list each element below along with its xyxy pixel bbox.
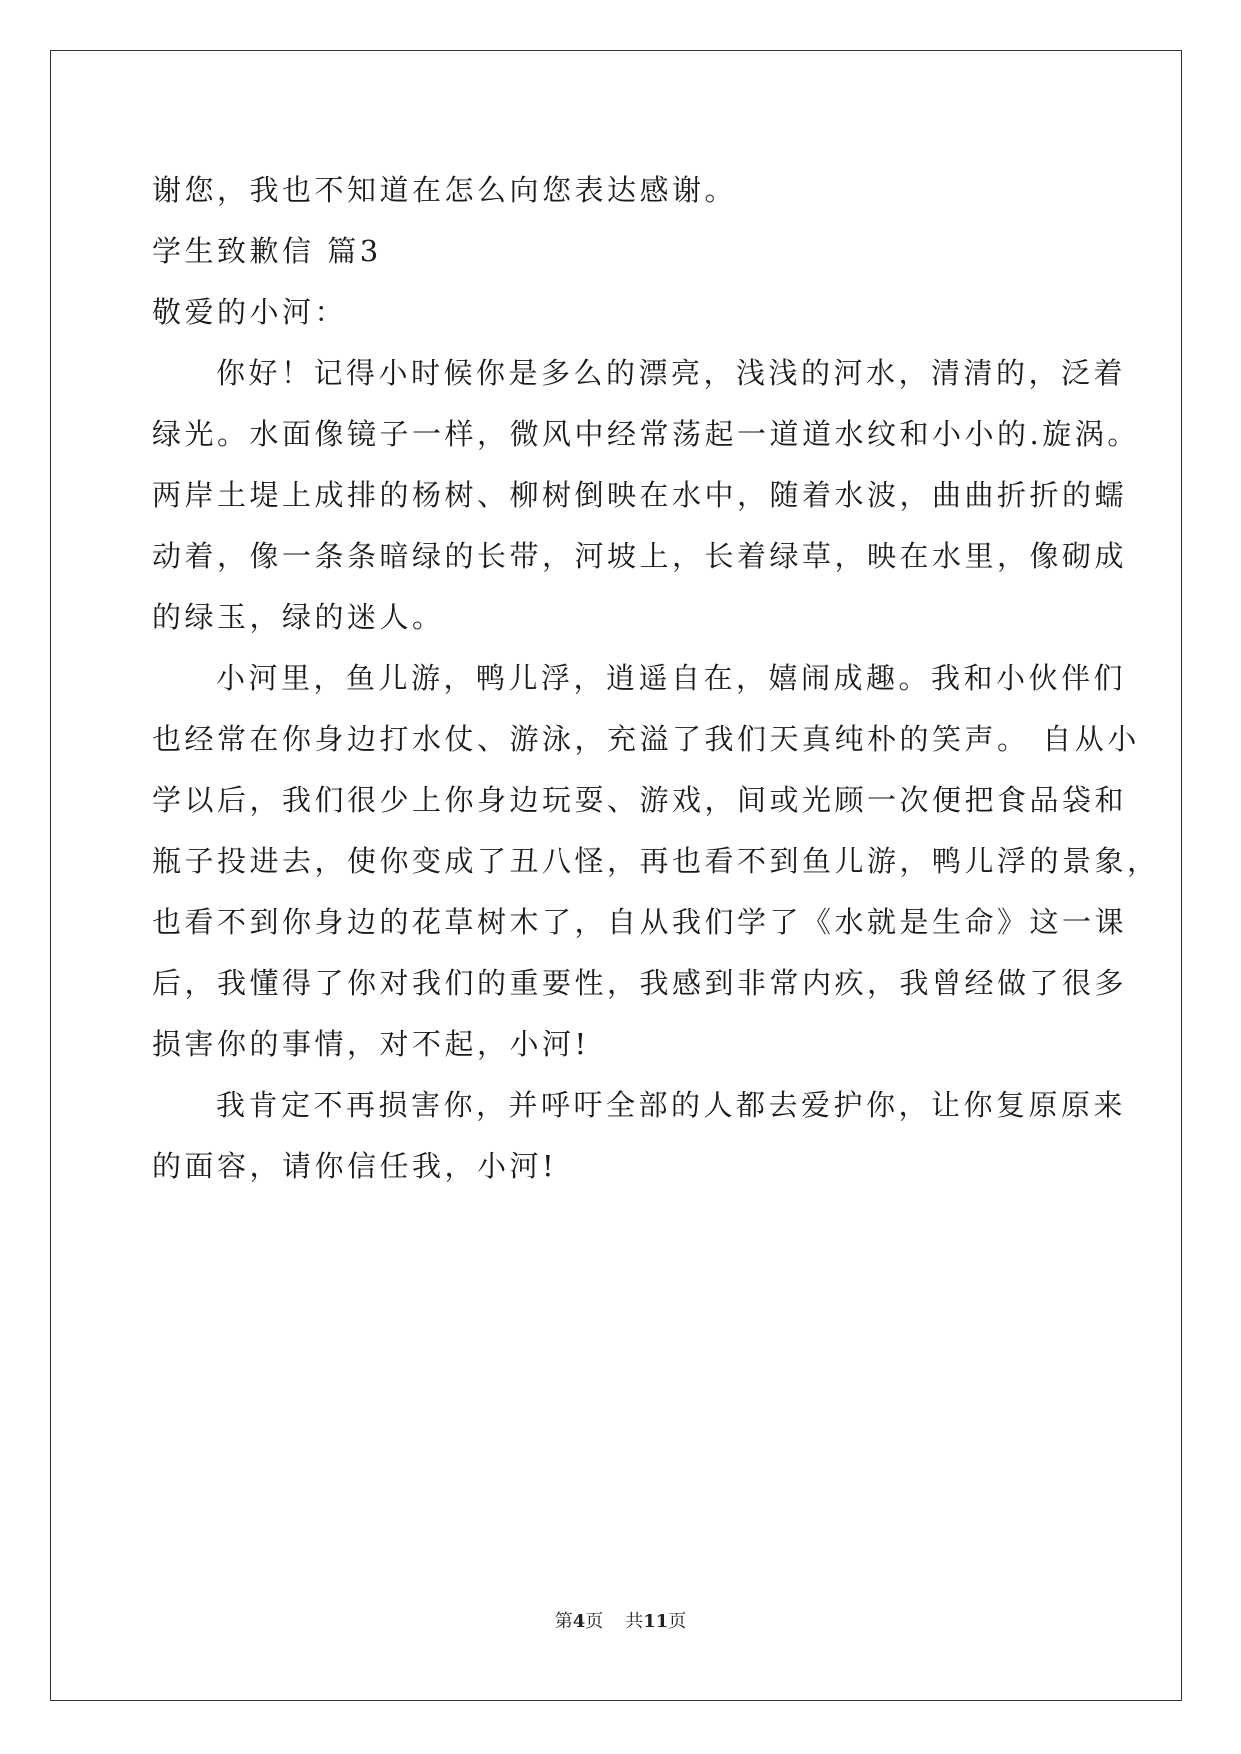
text-line: 瓶子投进去，使你变成了丑八怪，再也看不到鱼儿游，鸭儿浮的景象， xyxy=(152,844,1160,878)
text-line: 的绿玉，绿的迷人。 xyxy=(152,600,445,634)
document-body xyxy=(152,160,1160,1197)
text-line: 你好！记得小时候你是多么的漂亮，浅浅的河水，清清的，泛着 xyxy=(216,356,1127,390)
text-line: 也经常在你身边打水仗、游泳，充溢了我们天真纯朴的笑声。 自从小 xyxy=(152,722,1140,756)
text-line: 学以后，我们很少上你身边玩耍、游戏，间或光顾一次便把食品袋和 xyxy=(152,783,1128,817)
text-line: 两岸土堤上成排的杨树、柳树倒映在水中，随着水波，曲曲折折的蠕 xyxy=(152,478,1128,512)
page-prefix: 第 xyxy=(554,1611,573,1632)
text-line: 的面容，请你信任我，小河! xyxy=(152,1149,558,1183)
text-line: 绿光。水面像镜子一样，微风中经常荡起一道道水纹和小小的.旋涡。 xyxy=(152,417,1140,451)
page-number: 4 xyxy=(572,1611,586,1632)
section-heading: 学生致歉信 篇3 xyxy=(152,234,382,268)
text-line: 谢您，我也不知道在怎么向您表达感谢。 xyxy=(152,173,738,207)
text-line: 损害你的事情，对不起，小河! xyxy=(152,1027,590,1061)
text-line: 动着，像一条条暗绿的长带，河坡上，长着绿草，映在水里，像砌成 xyxy=(152,539,1128,573)
salutation: 敬爱的小河： xyxy=(152,295,348,329)
total-prefix: 共 xyxy=(625,1611,644,1632)
text-line: 小河里，鱼儿游，鸭儿浮，逍遥自在，嬉闹成趣。我和小伙伴们 xyxy=(216,661,1127,695)
text-line: 我肯定不再损害你，并呼吁全部的人都去爱护你，让你复原原来 xyxy=(216,1088,1127,1122)
total-pages: 11 xyxy=(643,1611,669,1632)
page-footer xyxy=(0,1607,1241,1633)
page-suffix: 页 xyxy=(585,1611,604,1632)
total-suffix: 页 xyxy=(668,1611,687,1632)
text-line: 后，我懂得了你对我们的重要性，我感到非常内疚，我曾经做了很多 xyxy=(152,966,1128,1000)
text-line: 也看不到你身边的花草树木了，自从我们学了《水就是生命》这一课 xyxy=(152,905,1128,939)
